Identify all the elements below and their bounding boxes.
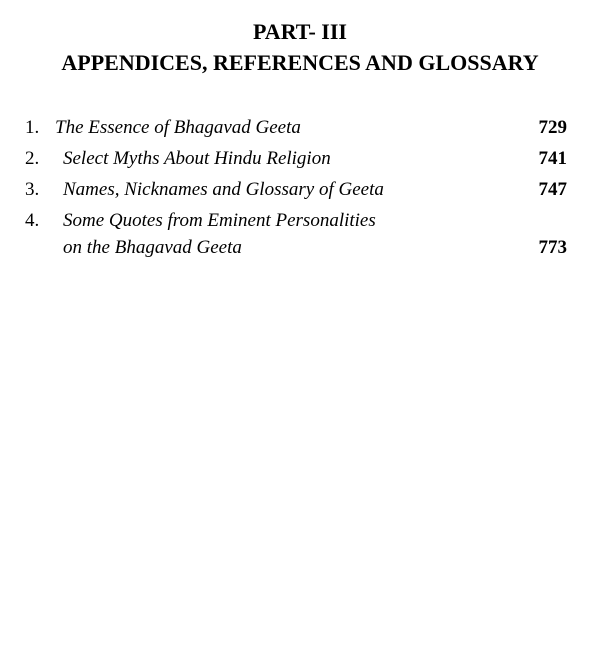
- toc-entry-1: [0, 114, 600, 145]
- toc-entry-2: [0, 145, 600, 176]
- toc-entry-title: [63, 176, 384, 203]
- toc-entry-page: 729: [538, 117, 567, 138]
- table-of-contents: [0, 114, 600, 265]
- toc-entry-title: [55, 114, 301, 141]
- section-title: APPENDICES, REFERENCES AND GLOSSARY: [61, 50, 539, 75]
- toc-entry-title-line: The Essence of Bhagavad Geeta: [55, 117, 301, 138]
- toc-entry-number: 3.: [25, 179, 40, 200]
- toc-entry-title: [63, 207, 376, 261]
- toc-entry-page: 773: [538, 237, 567, 258]
- part-heading: PART- III: [253, 19, 347, 44]
- toc-entry-title-line: Names, Nicknames and Glossary of Geeta: [63, 179, 384, 200]
- toc-entry-number: 1.: [25, 117, 40, 138]
- toc-entry-3: [0, 176, 600, 207]
- toc-entry-title-line: Select Myths About Hindu Religion: [63, 148, 331, 169]
- toc-entry-number: 4.: [25, 210, 40, 231]
- toc-entry-4: [0, 207, 600, 265]
- toc-entry-title-line: on the Bhagavad Geeta: [63, 237, 242, 258]
- toc-entry-title: [63, 145, 331, 172]
- toc-entry-title-line: Some Quotes from Eminent Personalities: [63, 210, 376, 231]
- toc-entry-page: 741: [538, 148, 567, 169]
- toc-entry-number: 2.: [25, 148, 40, 169]
- toc-entry-page: 747: [538, 179, 567, 200]
